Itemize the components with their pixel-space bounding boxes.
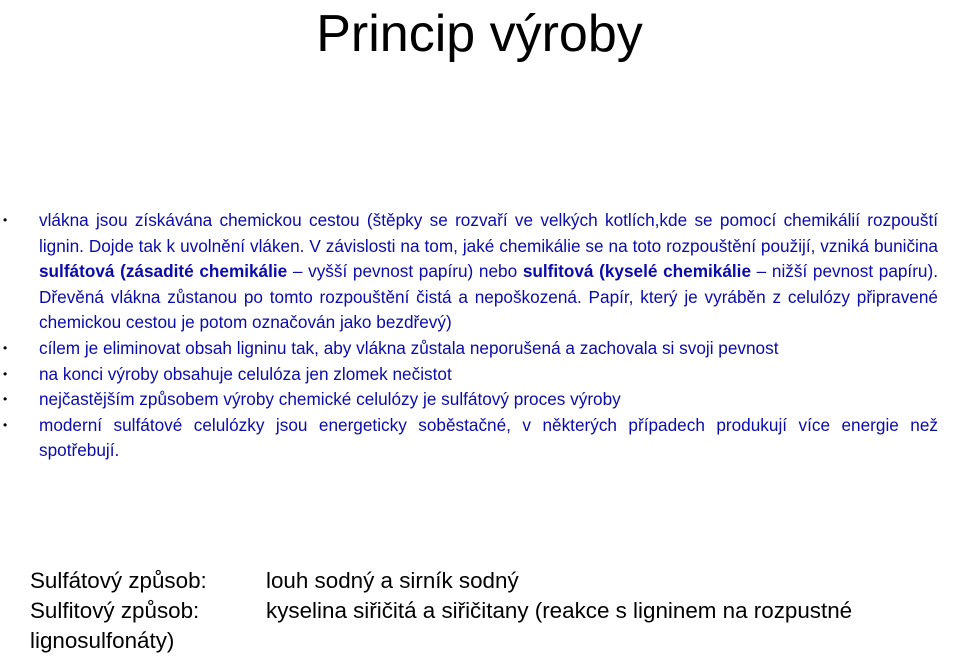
bullet-icon: • (3, 340, 8, 355)
bullet-item (0, 413, 959, 464)
bullet-item (0, 208, 959, 336)
definition-term: Sulfátový způsob: (30, 568, 207, 593)
bullet-text: – nižší pevnost papíru). Dřevěná vlákna zůstanou po tomto rozpouštění čistá a nepoškozená. Papír, který je vyráběn z celulózy připravené chemickou cestou je potom označován jako bezdřevý) (39, 261, 938, 333)
bullet-icon: • (3, 392, 8, 407)
bullet-text: vlákna jsou získávána chemickou cestou (štěpky se rozvaří ve velkých kotlích,kde se pomocí chemikálií rozpouští lignin. Dojde tak k uvolnění vláken. V závislosti na tom, jaké chemikálie se na toto rozpouštění použijí, vzniká buničina (39, 210, 938, 256)
bullet-text: cílem je eliminovat obsah ligninu tak, aby vlákna zůstala neporušená a zachovala si svoji pevnost (39, 337, 779, 358)
definition-value: kyselina siřičitá a siřičitany (reakce s ligninem na rozpustné (266, 598, 853, 623)
slide-title: Princip výroby (316, 5, 643, 63)
bullet-bold-term: sulfitová (kyselé chemikálie (522, 261, 752, 282)
definition-row (30, 596, 955, 626)
bullet-item (0, 362, 959, 388)
bullet-text: nejčastějším způsobem výroby chemické celulózy je sulfátový proces výroby (39, 389, 621, 410)
definition-row (30, 566, 955, 596)
definition-continuation-text: lignosulfonáty) (30, 628, 175, 653)
definition-term: Sulfitový způsob: (30, 598, 200, 623)
bullet-icon: • (3, 366, 8, 381)
bullet-text: – vyšší pevnost papíru) nebo (287, 261, 523, 282)
definition-value: louh sodný a sirník sodný (266, 568, 519, 593)
bullet-bold-term: sulfátová (zásadité chemikálie (39, 261, 288, 282)
bullet-item (0, 387, 959, 413)
bullet-text: moderní sulfátové celulózky jsou energeticky soběstačné, v některých případech produkují více energie než spotřebují. (39, 414, 938, 461)
bullet-icon: • (3, 213, 8, 227)
bullet-list (0, 208, 959, 464)
bullet-text: na konci výroby obsahuje celulóza jen zlomek nečistot (39, 363, 452, 384)
bullet-item (0, 336, 959, 362)
bullet-icon: • (3, 417, 8, 432)
definition-continuation (30, 626, 955, 656)
process-definitions (30, 566, 955, 656)
